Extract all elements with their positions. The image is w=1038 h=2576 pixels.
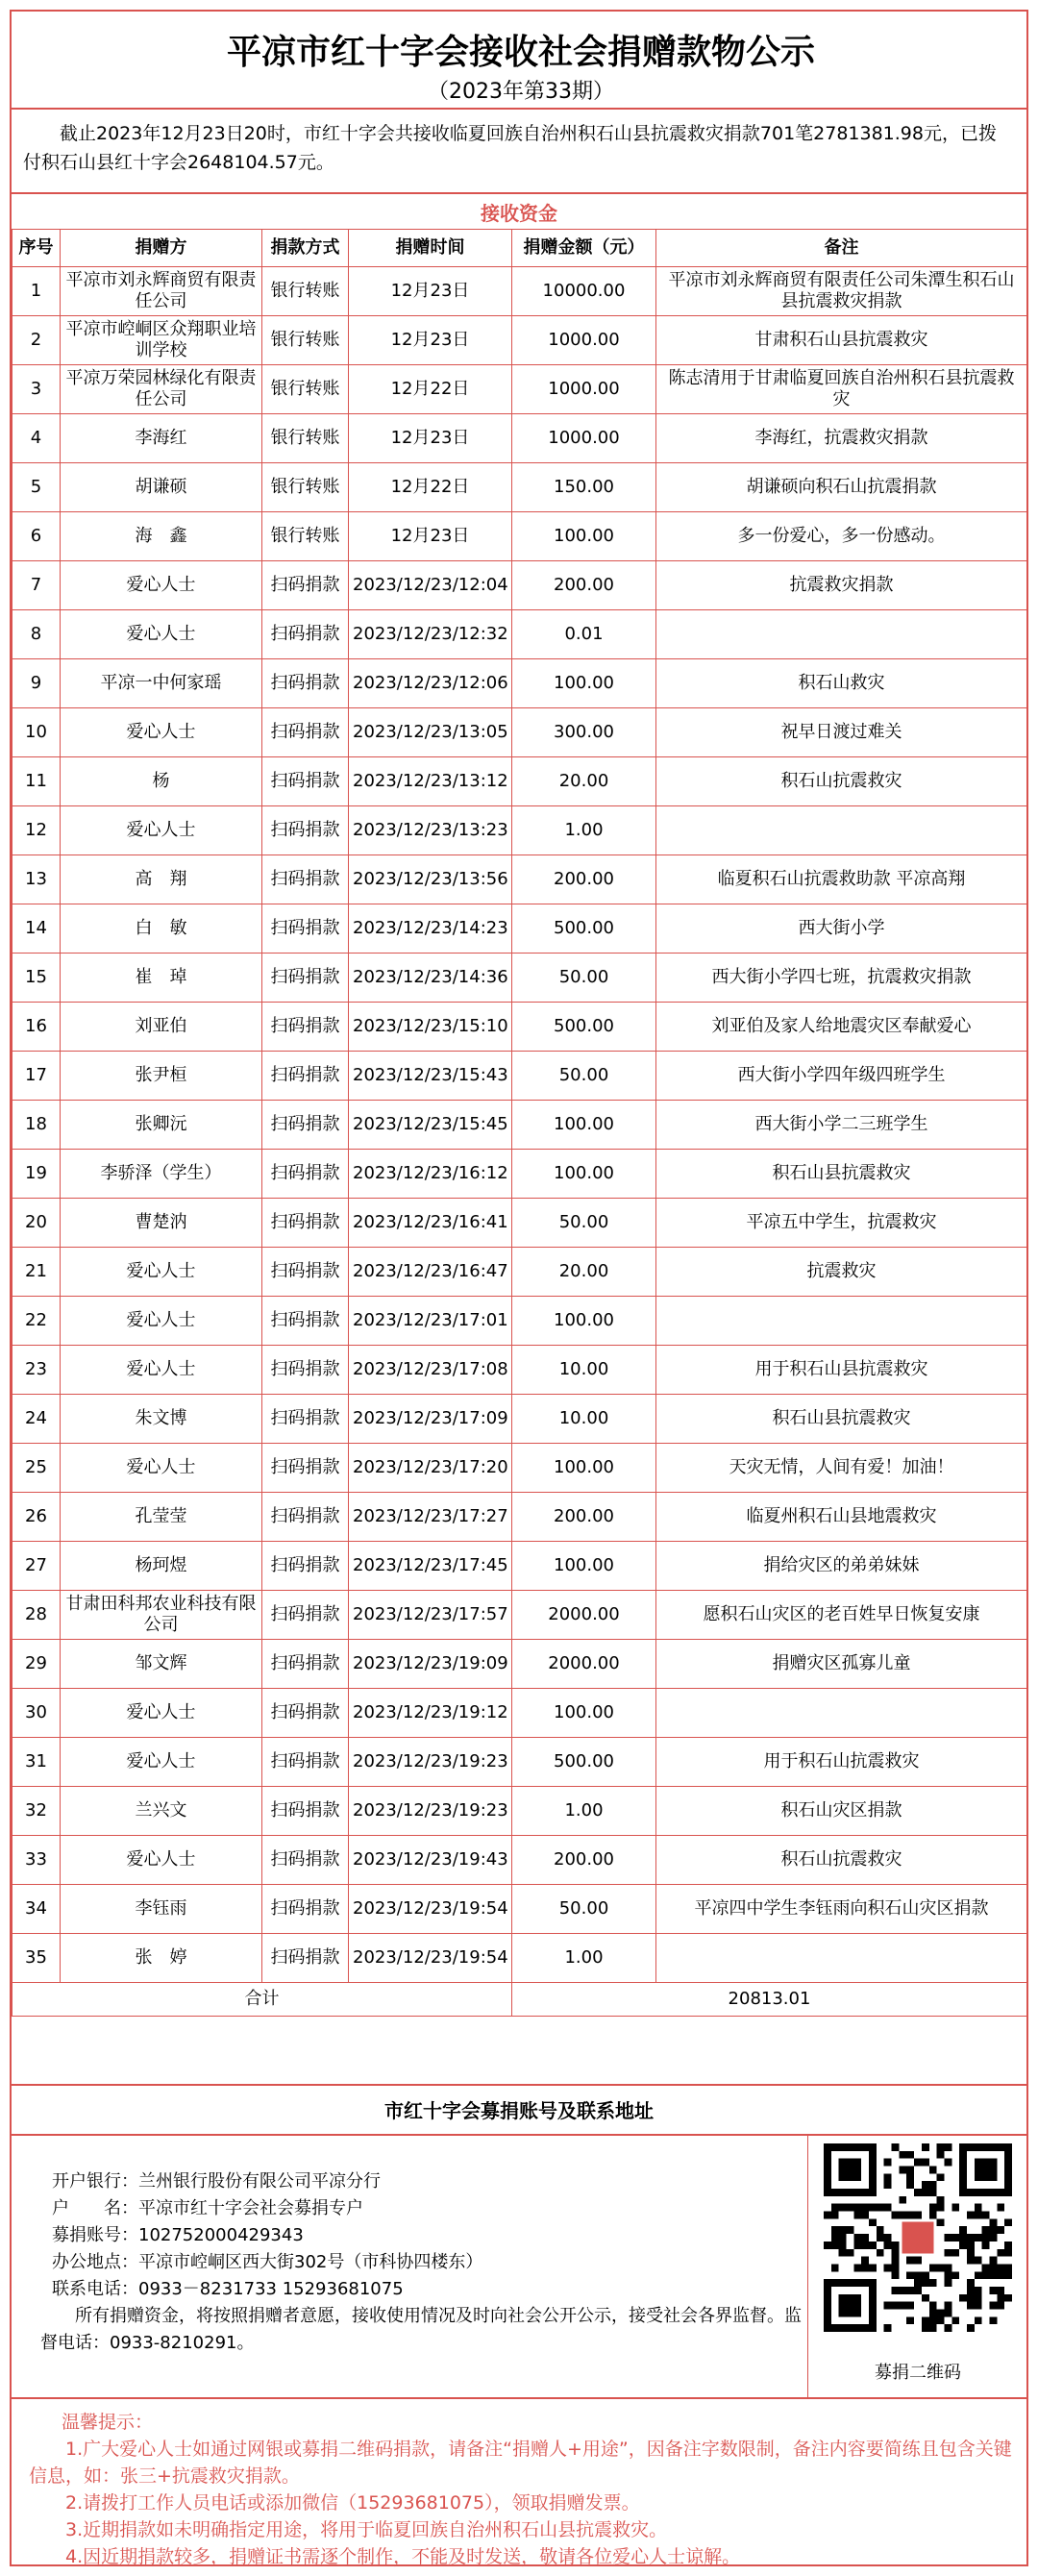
- phone-line: 联系电话：0933－8231733 15293681075: [52, 2279, 404, 2299]
- cell-time: 12月22日: [349, 365, 512, 414]
- table-row: [12, 1885, 1027, 1934]
- cell-method: 扫码捐款: [262, 1689, 349, 1738]
- cell-donor: 爱心人士: [61, 561, 262, 610]
- cell-index: 12: [12, 806, 61, 855]
- cell-note: 刘亚伯及家人给地震灾区奉献爱心: [656, 1003, 1027, 1052]
- contact-info: [40, 2168, 811, 2357]
- cell-note: 捐赠灾区孤寡儿童: [656, 1640, 1027, 1689]
- cell-donor: 朱文博: [61, 1395, 262, 1444]
- cell-index: 20: [12, 1199, 61, 1248]
- table-row: [12, 806, 1027, 855]
- cell-index: 33: [12, 1836, 61, 1885]
- cell-index: 13: [12, 855, 61, 904]
- table-row: [12, 512, 1027, 561]
- cell-time: 2023/12/23/19:54: [349, 1885, 512, 1934]
- account-name-line: 户 名：平凉市红十字会社会募捐专户: [52, 2198, 363, 2218]
- cell-note: 临夏州积石山县地震救灾: [656, 1493, 1027, 1542]
- table-row: [12, 1395, 1027, 1444]
- cell-time: 2023/12/23/13:56: [349, 855, 512, 904]
- cell-donor: 平凉一中何家瑶: [61, 659, 262, 708]
- cell-note: 愿积石山灾区的老百姓早日恢复安康: [656, 1591, 1027, 1640]
- cell-method: 银行转账: [262, 316, 349, 365]
- page-title: 平凉市红十字会接收社会捐赠款物公示: [226, 33, 815, 72]
- cell-time: 2023/12/23/14:23: [349, 904, 512, 954]
- cell-time: 2023/12/23/19:54: [349, 1934, 512, 1983]
- table-row: [12, 1150, 1027, 1199]
- table-row: [12, 659, 1027, 708]
- cell-amount: 1.00: [512, 1787, 656, 1836]
- cell-method: 扫码捐款: [262, 1101, 349, 1150]
- cell-method: 扫码捐款: [262, 1787, 349, 1836]
- cell-method: 扫码捐款: [262, 1003, 349, 1052]
- cell-time: 12月23日: [349, 512, 512, 561]
- cell-donor: 爱心人士: [61, 1836, 262, 1885]
- cell-index: 32: [12, 1787, 61, 1836]
- supervision-note: 所有捐赠资金，将按照捐赠者意愿，接收使用情况及时向社会公开公示，接受社会各界监督。监督电话：0933-8210291。: [40, 2306, 802, 2353]
- cell-method: 扫码捐款: [262, 610, 349, 659]
- cell-time: 2023/12/23/13:12: [349, 757, 512, 806]
- cell-method: 扫码捐款: [262, 1885, 349, 1934]
- cell-amount: 50.00: [512, 1885, 656, 1934]
- cell-time: 2023/12/23/17:08: [349, 1346, 512, 1395]
- cell-index: 3: [12, 365, 61, 414]
- cell-method: 扫码捐款: [262, 1297, 349, 1346]
- table-row: [12, 1542, 1027, 1591]
- cell-time: 2023/12/23/13:23: [349, 806, 512, 855]
- cell-donor: 胡谦硕: [61, 463, 262, 512]
- table-row: [12, 1934, 1027, 1983]
- cell-note: 西大街小学二三班学生: [656, 1101, 1027, 1150]
- cell-time: 2023/12/23/19:09: [349, 1640, 512, 1689]
- cell-donor: 爱心人士: [61, 610, 262, 659]
- tip-item: 2.请拨打工作人员电话或添加微信（15293681075），领取捐赠发票。: [65, 2492, 640, 2514]
- cell-time: 2023/12/23/16:12: [349, 1150, 512, 1199]
- cell-donor: 爱心人士: [61, 708, 262, 757]
- cell-method: 银行转账: [262, 267, 349, 316]
- cell-donor: 张卿沅: [61, 1101, 262, 1150]
- issue-number: （2023年第33期）: [428, 80, 614, 104]
- cell-method: 扫码捐款: [262, 954, 349, 1003]
- cell-time: 2023/12/23/19:43: [349, 1836, 512, 1885]
- donation-table: [12, 229, 1027, 2017]
- cell-note: 甘肃积石山县抗震救灾: [656, 316, 1027, 365]
- tip-item: 3.近期捐款如未明确指定用途，将用于临夏回族自治州积石山县抗震救灾。: [65, 2519, 668, 2540]
- cell-index: 25: [12, 1444, 61, 1493]
- cell-index: 9: [12, 659, 61, 708]
- cell-time: 2023/12/23/19:23: [349, 1787, 512, 1836]
- cell-note: 积石山县抗震救灾: [656, 1395, 1027, 1444]
- cell-index: 23: [12, 1346, 61, 1395]
- cell-index: 21: [12, 1248, 61, 1297]
- cell-note: 祝早日渡过难关: [656, 708, 1027, 757]
- cell-method: 扫码捐款: [262, 1493, 349, 1542]
- cell-note: 西大街小学四七班，抗震救灾捐款: [656, 954, 1027, 1003]
- table-row: [12, 1591, 1027, 1640]
- cell-method: 扫码捐款: [262, 1591, 349, 1640]
- cell-note: [656, 610, 1027, 659]
- cell-index: 27: [12, 1542, 61, 1591]
- cell-donor: 李海红: [61, 414, 262, 463]
- cell-note: 西大街小学: [656, 904, 1027, 954]
- cell-method: 银行转账: [262, 414, 349, 463]
- cell-method: 扫码捐款: [262, 659, 349, 708]
- cell-amount: 100.00: [512, 1297, 656, 1346]
- cell-amount: 150.00: [512, 463, 656, 512]
- cell-donor: 爱心人士: [61, 1297, 262, 1346]
- cell-donor: 平凉万荣园林绿化有限责任公司: [61, 365, 262, 414]
- cell-method: 扫码捐款: [262, 806, 349, 855]
- intro-paragraph: 截止2023年12月23日20时，市红十字会共接收临夏回族自治州积石山县抗震救灾捐款701笔2781381.98元，已拨付积石山县红十字会2648104.57元。: [23, 123, 997, 173]
- cell-method: 扫码捐款: [262, 1199, 349, 1248]
- cell-donor: 崔 琸: [61, 954, 262, 1003]
- cell-amount: 200.00: [512, 1493, 656, 1542]
- table-header-row: [12, 230, 1027, 267]
- cell-index: 10: [12, 708, 61, 757]
- table-row: [12, 610, 1027, 659]
- cell-index: 19: [12, 1150, 61, 1199]
- cell-amount: 500.00: [512, 1738, 656, 1787]
- header-donor: 捐赠方: [61, 230, 262, 267]
- cell-time: 2023/12/23/19:12: [349, 1689, 512, 1738]
- table-row: [12, 855, 1027, 904]
- cell-index: 28: [12, 1591, 61, 1640]
- cell-note: 平凉市刘永辉商贸有限责任公司朱潭生积石山县抗震救灾捐款: [656, 267, 1027, 316]
- total-label: 合计: [12, 1983, 512, 2017]
- cell-method: 扫码捐款: [262, 561, 349, 610]
- cell-index: 11: [12, 757, 61, 806]
- cell-amount: 20.00: [512, 1248, 656, 1297]
- cell-method: 扫码捐款: [262, 1934, 349, 1983]
- cell-amount: 100.00: [512, 512, 656, 561]
- cell-amount: 300.00: [512, 708, 656, 757]
- cell-note: 陈志清用于甘肃临夏回族自治州积石县抗震救灾: [656, 365, 1027, 414]
- cell-amount: 2000.00: [512, 1640, 656, 1689]
- total-row: [12, 1983, 1027, 2017]
- cell-donor: 张 婷: [61, 1934, 262, 1983]
- tip-item: 4.因近期捐款较多，捐赠证书需逐个制作，不能及时发送，敬请各位爱心人士谅解。: [65, 2546, 741, 2567]
- cell-time: 2023/12/23/17:27: [349, 1493, 512, 1542]
- cell-note: 积石山灾区捐款: [656, 1787, 1027, 1836]
- table-row: [12, 1640, 1027, 1689]
- cell-note: [656, 806, 1027, 855]
- cell-note: 西大街小学四年级四班学生: [656, 1052, 1027, 1101]
- cell-amount: 50.00: [512, 1052, 656, 1101]
- cell-index: 2: [12, 316, 61, 365]
- table-row: [12, 1052, 1027, 1101]
- cell-time: 2023/12/23/17:01: [349, 1297, 512, 1346]
- table-row: [12, 757, 1027, 806]
- cell-note: 天灾无情，人间有爱！加油！: [656, 1444, 1027, 1493]
- cell-index: 4: [12, 414, 61, 463]
- cell-donor: 爱心人士: [61, 1689, 262, 1738]
- cell-index: 31: [12, 1738, 61, 1787]
- cell-amount: 100.00: [512, 1689, 656, 1738]
- table-row: [12, 561, 1027, 610]
- cell-index: 26: [12, 1493, 61, 1542]
- table-row: [12, 365, 1027, 414]
- cell-note: 积石山抗震救灾: [656, 1836, 1027, 1885]
- table-row: [12, 1689, 1027, 1738]
- cell-method: 扫码捐款: [262, 1738, 349, 1787]
- cell-index: 35: [12, 1934, 61, 1983]
- cell-method: 扫码捐款: [262, 708, 349, 757]
- warm-tips: [29, 2409, 1019, 2570]
- cell-time: 2023/12/23/19:23: [349, 1738, 512, 1787]
- table-row: [12, 1101, 1027, 1150]
- table-row: [12, 1346, 1027, 1395]
- cell-donor: 刘亚伯: [61, 1003, 262, 1052]
- cell-donor: 兰兴文: [61, 1787, 262, 1836]
- cell-amount: 200.00: [512, 855, 656, 904]
- cell-donor: 李骄泽（学生）: [61, 1150, 262, 1199]
- cell-index: 14: [12, 904, 61, 954]
- cell-time: 12月23日: [349, 414, 512, 463]
- divider: [12, 2084, 1026, 2086]
- table-row: [12, 463, 1027, 512]
- cell-donor: 甘肃田科邦农业科技有限公司: [61, 1591, 262, 1640]
- cell-method: 扫码捐款: [262, 1150, 349, 1199]
- cell-time: 2023/12/23/12:06: [349, 659, 512, 708]
- cell-note: [656, 1689, 1027, 1738]
- cell-index: 22: [12, 1297, 61, 1346]
- cell-index: 24: [12, 1395, 61, 1444]
- divider: [12, 2397, 1026, 2399]
- cell-amount: 200.00: [512, 1836, 656, 1885]
- cell-amount: 1000.00: [512, 365, 656, 414]
- cell-amount: 10.00: [512, 1395, 656, 1444]
- cell-time: 2023/12/23/17:09: [349, 1395, 512, 1444]
- cell-index: 30: [12, 1689, 61, 1738]
- table-row: [12, 267, 1027, 316]
- cell-amount: 100.00: [512, 1542, 656, 1591]
- cell-method: 扫码捐款: [262, 855, 349, 904]
- cell-donor: 平凉市刘永辉商贸有限责任公司: [61, 267, 262, 316]
- cell-method: 扫码捐款: [262, 904, 349, 954]
- divider: [12, 108, 1026, 110]
- cell-method: 扫码捐款: [262, 1444, 349, 1493]
- notice-frame: [10, 10, 1028, 2566]
- table-row: [12, 1493, 1027, 1542]
- qr-caption: 募捐二维码: [875, 2363, 961, 2383]
- cell-donor: 张尹桓: [61, 1052, 262, 1101]
- cell-amount: 1.00: [512, 806, 656, 855]
- cell-note: 平凉四中学生李钰雨向积石山灾区捐款: [656, 1885, 1027, 1934]
- cell-index: 34: [12, 1885, 61, 1934]
- divider: [12, 192, 1026, 194]
- cell-index: 18: [12, 1101, 61, 1150]
- table-row: [12, 1738, 1027, 1787]
- cell-time: 2023/12/23/12:04: [349, 561, 512, 610]
- cell-amount: 10.00: [512, 1346, 656, 1395]
- cell-time: 2023/12/23/16:41: [349, 1199, 512, 1248]
- cell-amount: 1000.00: [512, 316, 656, 365]
- cell-amount: 2000.00: [512, 1591, 656, 1640]
- cell-amount: 1000.00: [512, 414, 656, 463]
- cell-time: 2023/12/23/17:57: [349, 1591, 512, 1640]
- cell-method: 扫码捐款: [262, 1248, 349, 1297]
- cell-method: 扫码捐款: [262, 1542, 349, 1591]
- cell-method: 扫码捐款: [262, 1640, 349, 1689]
- cell-donor: 海 鑫: [61, 512, 262, 561]
- cell-note: 用于积石山县抗震救灾: [656, 1346, 1027, 1395]
- cell-donor: 白 敏: [61, 904, 262, 954]
- tip-item: 1.广大爱心人士如通过网银或募捐二维码捐款，请备注“捐赠人+用途”，因备注字数限制，备注内容要简练且包含关键信息，如：张三+抗震救灾捐款。: [29, 2439, 1012, 2487]
- total-value: 20813.01: [512, 1983, 1027, 2017]
- cell-index: 17: [12, 1052, 61, 1101]
- table-row: [12, 1836, 1027, 1885]
- cell-time: 12月23日: [349, 267, 512, 316]
- cell-index: 1: [12, 267, 61, 316]
- contact-title: 市红十字会募捐账号及联系地址: [384, 2099, 654, 2122]
- table-row: [12, 1199, 1027, 1248]
- cell-amount: 50.00: [512, 1199, 656, 1248]
- cell-method: 扫码捐款: [262, 1346, 349, 1395]
- header-time: 捐赠时间: [349, 230, 512, 267]
- cell-time: 2023/12/23/15:45: [349, 1101, 512, 1150]
- cell-index: 6: [12, 512, 61, 561]
- cell-donor: 爱心人士: [61, 1444, 262, 1493]
- table-row: [12, 1444, 1027, 1493]
- cell-donor: 爱心人士: [61, 1248, 262, 1297]
- cell-note: 抗震救灾捐款: [656, 561, 1027, 610]
- cell-time: 2023/12/23/12:32: [349, 610, 512, 659]
- table-body: [12, 267, 1027, 1983]
- cell-amount: 100.00: [512, 1101, 656, 1150]
- qr-code-icon: [824, 2143, 1012, 2332]
- cell-time: 2023/12/23/14:36: [349, 954, 512, 1003]
- cell-time: 2023/12/23/15:10: [349, 1003, 512, 1052]
- cell-note: 临夏积石山抗震救助款 平凉高翔: [656, 855, 1027, 904]
- table-row: [12, 316, 1027, 365]
- cell-amount: 100.00: [512, 1150, 656, 1199]
- cell-donor: 杨: [61, 757, 262, 806]
- cell-donor: 爱心人士: [61, 1346, 262, 1395]
- cell-method: 银行转账: [262, 463, 349, 512]
- header-amount: 捐赠金额（元）: [512, 230, 656, 267]
- address-line: 办公地点：平凉市崆峒区西大街302号（市科协四楼东）: [52, 2252, 483, 2272]
- cell-donor: 平凉市崆峒区众翔职业培训学校: [61, 316, 262, 365]
- cell-method: 扫码捐款: [262, 1052, 349, 1101]
- bank-line: 开户银行：兰州银行股份有限公司平凉分行: [52, 2171, 381, 2192]
- cell-time: 2023/12/23/16:47: [349, 1248, 512, 1297]
- account-number-line: 募捐账号：102752000429343: [52, 2225, 304, 2245]
- table-row: [12, 708, 1027, 757]
- cell-method: 扫码捐款: [262, 1395, 349, 1444]
- cell-amount: 100.00: [512, 659, 656, 708]
- table-row: [12, 1248, 1027, 1297]
- cell-index: 15: [12, 954, 61, 1003]
- cell-note: 胡谦硕向积石山抗震捐款: [656, 463, 1027, 512]
- cell-note: 积石山县抗震救灾: [656, 1150, 1027, 1199]
- cell-method: 扫码捐款: [262, 757, 349, 806]
- cell-index: 5: [12, 463, 61, 512]
- cell-note: 抗震救灾: [656, 1248, 1027, 1297]
- table-row: [12, 1297, 1027, 1346]
- cell-method: 银行转账: [262, 512, 349, 561]
- cell-donor: 孔莹莹: [61, 1493, 262, 1542]
- cell-donor: 爱心人士: [61, 1738, 262, 1787]
- cell-amount: 0.01: [512, 610, 656, 659]
- cell-note: [656, 1297, 1027, 1346]
- tips-heading: 温馨提示：: [62, 2412, 154, 2433]
- qr-section: [807, 2136, 1027, 2397]
- cell-note: 李海红，抗震救灾捐款: [656, 414, 1027, 463]
- cell-amount: 10000.00: [512, 267, 656, 316]
- cell-note: 用于积石山抗震救灾: [656, 1738, 1027, 1787]
- cell-amount: 100.00: [512, 1444, 656, 1493]
- cell-index: 8: [12, 610, 61, 659]
- cell-note: 捐给灾区的弟弟妹妹: [656, 1542, 1027, 1591]
- cell-amount: 500.00: [512, 904, 656, 954]
- cell-donor: 邹文辉: [61, 1640, 262, 1689]
- cell-time: 2023/12/23/17:20: [349, 1444, 512, 1493]
- cell-note: 平凉五中学生，抗震救灾: [656, 1199, 1027, 1248]
- table-row: [12, 954, 1027, 1003]
- cell-donor: 杨珂煜: [61, 1542, 262, 1591]
- table-row: [12, 1787, 1027, 1836]
- cell-note: 积石山救灾: [656, 659, 1027, 708]
- cell-donor: 曹楚汭: [61, 1199, 262, 1248]
- cell-amount: 1.00: [512, 1934, 656, 1983]
- cell-note: 多一份爱心，多一份感动。: [656, 512, 1027, 561]
- cell-time: 12月23日: [349, 316, 512, 365]
- cell-index: 29: [12, 1640, 61, 1689]
- header-index: 序号: [12, 230, 61, 267]
- cell-time: 12月22日: [349, 463, 512, 512]
- header-note: 备注: [656, 230, 1027, 267]
- cell-amount: 20.00: [512, 757, 656, 806]
- cell-note: 积石山抗震救灾: [656, 757, 1027, 806]
- table-row: [12, 904, 1027, 954]
- cell-time: 2023/12/23/13:05: [349, 708, 512, 757]
- cell-amount: 500.00: [512, 1003, 656, 1052]
- cell-time: 2023/12/23/15:43: [349, 1052, 512, 1101]
- cell-time: 2023/12/23/17:45: [349, 1542, 512, 1591]
- table-row: [12, 1003, 1027, 1052]
- cell-index: 16: [12, 1003, 61, 1052]
- header-method: 捐款方式: [262, 230, 349, 267]
- cell-amount: 200.00: [512, 561, 656, 610]
- cell-donor: 李钰雨: [61, 1885, 262, 1934]
- cell-method: 银行转账: [262, 365, 349, 414]
- cell-donor: 高 翔: [61, 855, 262, 904]
- cell-amount: 50.00: [512, 954, 656, 1003]
- section-label-funds: 接收资金: [481, 202, 557, 225]
- cell-donor: 爱心人士: [61, 806, 262, 855]
- cell-method: 扫码捐款: [262, 1836, 349, 1885]
- cell-note: [656, 1934, 1027, 1983]
- cell-index: 7: [12, 561, 61, 610]
- table-row: [12, 414, 1027, 463]
